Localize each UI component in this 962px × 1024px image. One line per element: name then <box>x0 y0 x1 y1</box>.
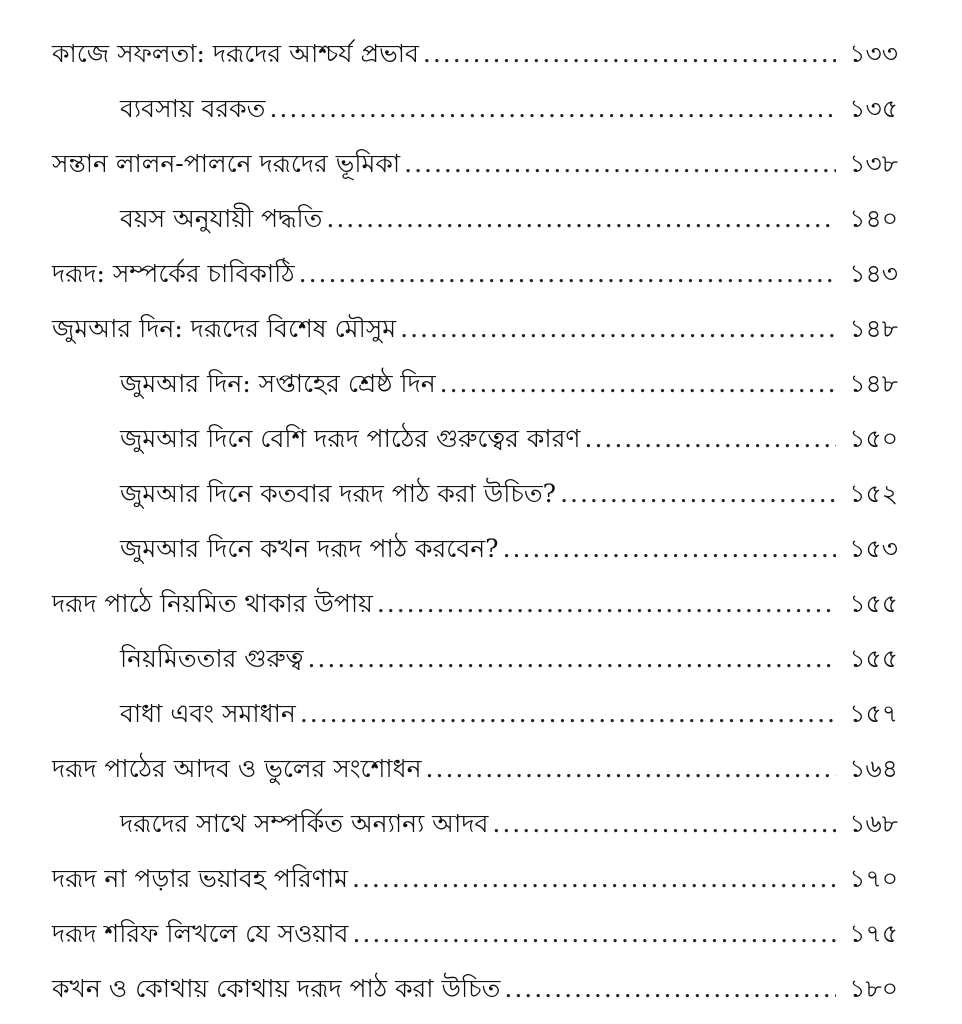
dot-leader <box>326 191 836 246</box>
toc-entry-title: বয়স অনুযায়ী পদ্ধতি <box>120 204 323 233</box>
dot-leader <box>440 356 836 411</box>
toc-entry <box>52 466 898 521</box>
toc-entry <box>52 136 898 191</box>
toc-entry-title: সন্তান লালন-পালনে দরূদের ভূমিকা <box>52 149 401 178</box>
dot-leader <box>307 631 836 686</box>
dot-leader <box>404 136 836 191</box>
toc-entry <box>52 796 898 851</box>
toc-entry-page: ১৫৭ <box>849 699 898 728</box>
toc-entry <box>52 301 898 356</box>
toc-entry-title: দরূদ শরিফ লিখলে যে সওয়াব <box>52 919 349 948</box>
dot-leader <box>504 961 836 1016</box>
toc-entry-page: ১৫০ <box>849 424 898 453</box>
toc-entry-page: ১৫৫ <box>849 589 898 618</box>
dot-leader <box>560 466 836 521</box>
toc-entry-title: জুমআর দিন: দরূদের বিশেষ মৌসুম <box>52 314 397 343</box>
toc-entry-page: ১৪৩ <box>849 259 898 288</box>
toc-entry <box>52 576 898 631</box>
toc-entry-title: কাজে সফলতা: দরূদের আশ্চর্য প্রভাব <box>52 39 419 68</box>
dot-leader <box>377 576 836 631</box>
toc-entry <box>52 851 898 906</box>
toc-entry-title: জুমআর দিন: সপ্তাহের শ্রেষ্ঠ দিন <box>120 369 436 398</box>
dot-leader <box>400 301 836 356</box>
toc-entry-page: ১৪৮ <box>849 369 898 398</box>
toc-entry-title: বাধা এবং সমাধান <box>120 699 296 728</box>
toc-entry-page: ১৫৩ <box>849 534 898 563</box>
toc-entry <box>52 686 898 741</box>
toc-entry-page: ১৫৫ <box>849 644 898 673</box>
dot-leader <box>492 796 836 851</box>
toc-entry-title: ব্যবসায় বরকত <box>120 94 266 123</box>
dot-leader <box>352 906 836 961</box>
toc-entry-page: ১৩৫ <box>849 94 898 123</box>
toc-entry-page: ১৬৪ <box>849 754 898 783</box>
dot-leader <box>299 246 836 301</box>
toc-entry-title: দরূদের সাথে সম্পর্কিত অন্যান্য আদব <box>120 809 489 838</box>
toc-entry-page: ১৭০ <box>849 864 898 893</box>
dot-leader <box>269 81 836 136</box>
toc-entry-page: ১৭৫ <box>849 919 898 948</box>
dot-leader <box>300 686 836 741</box>
toc-entry-page: ১৩৩ <box>849 39 898 68</box>
toc-entry <box>52 961 898 1016</box>
dot-leader <box>503 521 836 576</box>
toc-entry-title: জুমআর দিনে কতবার দরূদ পাঠ করা উচিত? <box>120 479 557 508</box>
dot-leader <box>585 411 837 466</box>
toc-entry-title: দরূদ: সম্পর্কের চাবিকাঠি <box>52 259 295 288</box>
toc-entry <box>52 411 898 466</box>
toc-entry-page: ১৬৮ <box>849 809 898 838</box>
toc-entry-title: জুমআর দিনে বেশি দরূদ পাঠের গুরুত্বের কারণ <box>120 424 581 453</box>
toc-entry-title: দরূদ পাঠে নিয়মিত থাকার উপায় <box>52 589 373 618</box>
toc-entry <box>52 191 898 246</box>
toc-entry-page: ১৫২ <box>849 479 898 508</box>
toc-entry <box>52 741 898 796</box>
toc-entry-page: ১৪৮ <box>849 314 898 343</box>
toc-entry <box>52 246 898 301</box>
toc-entry-title: কখন ও কোথায় কোথায় দরূদ পাঠ করা উচিত <box>52 974 501 1003</box>
toc-entry-page: ১৪০ <box>849 204 898 233</box>
toc-entry-title: জুমআর দিনে কখন দরূদ পাঠ করবেন? <box>120 534 499 563</box>
dot-leader <box>426 741 836 796</box>
toc-entry-title: দরূদ পাঠের আদব ও ভুলের সংশোধন <box>52 754 422 783</box>
toc-entry <box>52 906 898 961</box>
toc-entry-page: ১৩৮ <box>849 149 898 178</box>
toc-entry-title: নিয়মিততার গুরুত্ব <box>120 644 304 673</box>
toc-entry <box>52 26 898 81</box>
table-of-contents <box>52 26 898 1016</box>
toc-entry <box>52 356 898 411</box>
toc-entry <box>52 631 898 686</box>
dot-leader <box>423 26 836 81</box>
toc-entry <box>52 81 898 136</box>
toc-entry-page: ১৮০ <box>849 974 898 1003</box>
toc-entry-title: দরূদ না পড়ার ভয়াবহ পরিণাম <box>52 864 349 893</box>
dot-leader <box>352 851 836 906</box>
toc-entry <box>52 521 898 576</box>
